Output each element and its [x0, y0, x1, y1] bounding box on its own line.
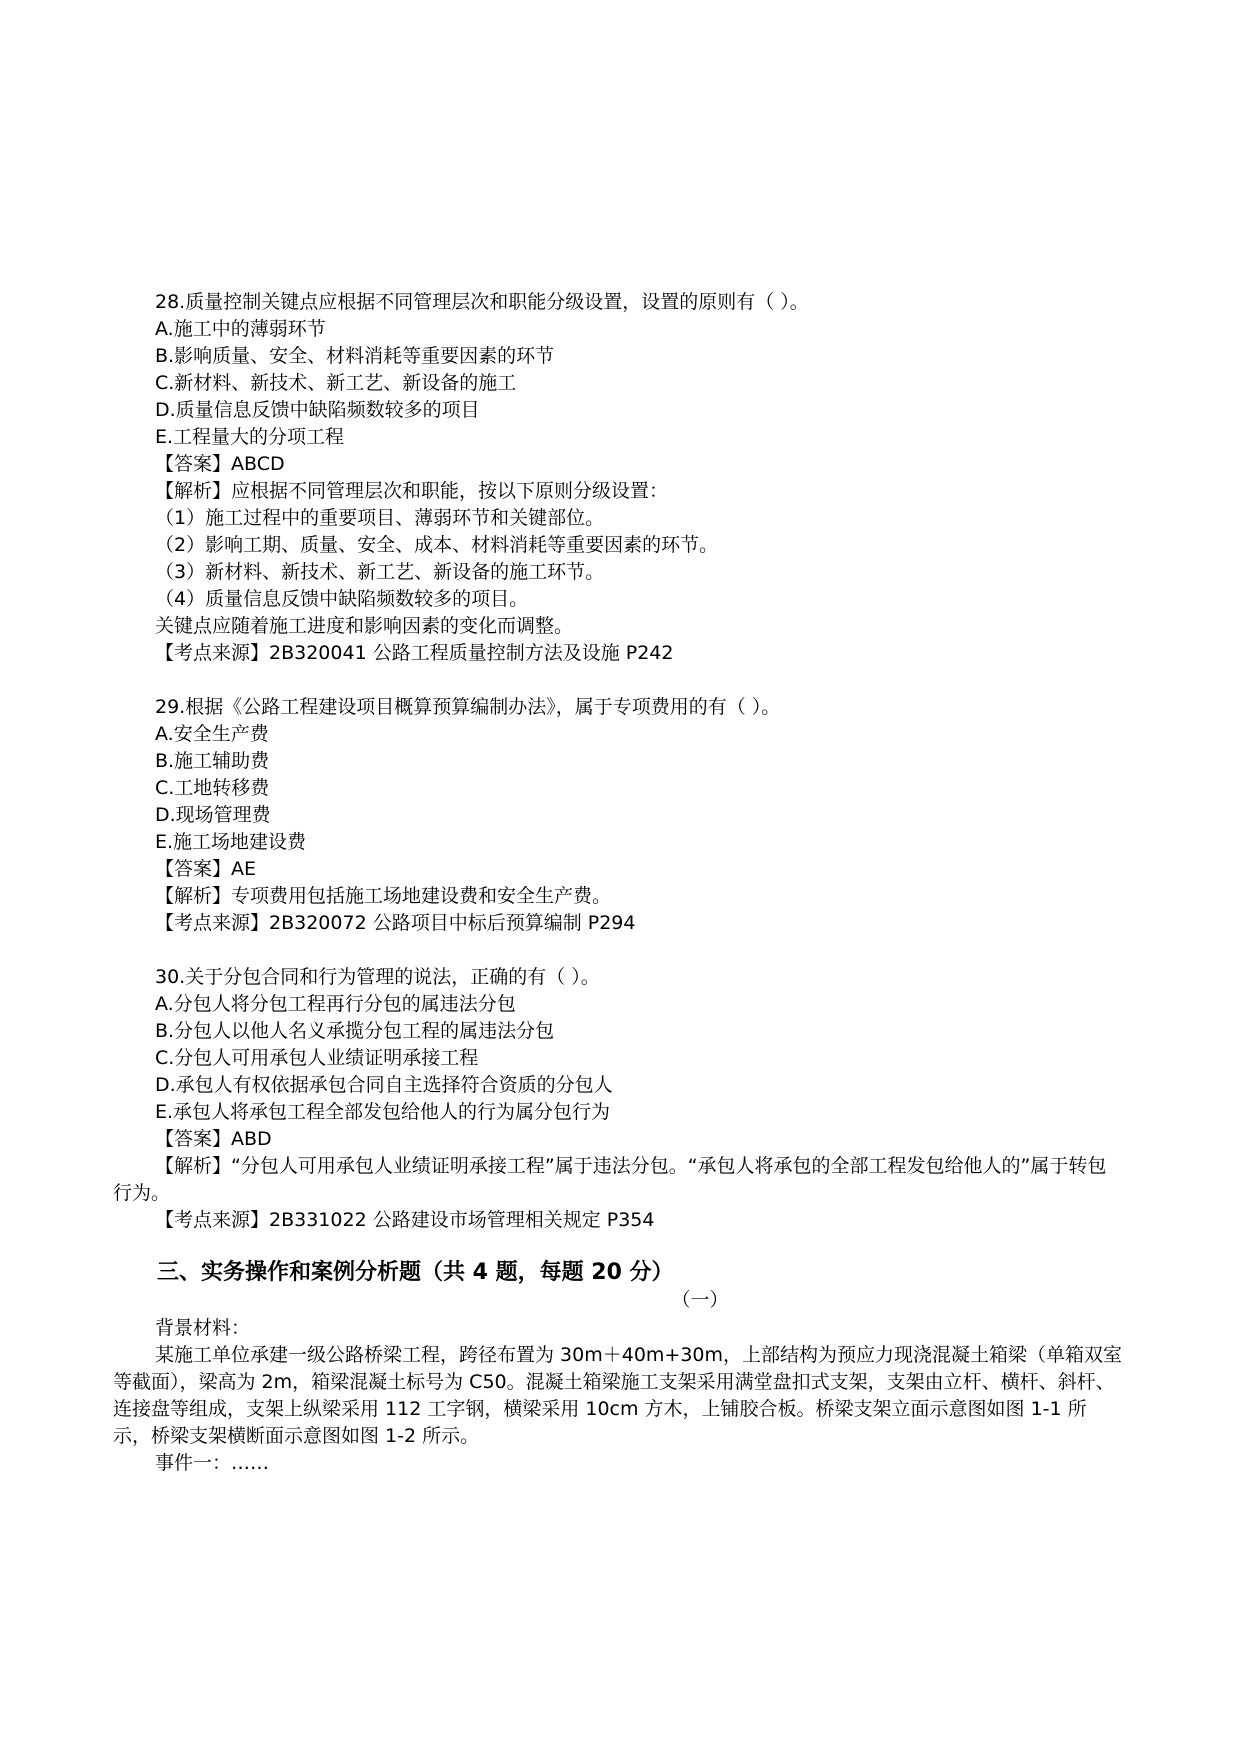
- background-label: 背景材料：: [155, 1317, 251, 1339]
- q28-option-d: D.质量信息反馈中缺陷频数较多的项目: [155, 399, 480, 421]
- q28-analysis-note: 关键点应随着施工进度和影响因素的变化而调整。: [155, 615, 574, 637]
- q28-analysis-2: （2）影响工期、质量、安全、成本、材料消耗等重要因素的环节。: [155, 534, 719, 556]
- q30-option-e: E.承包人将承包工程全部发包给他人的行为属分包行为: [155, 1101, 611, 1123]
- q30-option-d: D.承包人有权依据承包合同自主选择符合资质的分包人: [155, 1074, 613, 1096]
- q28-option-b: B.影响质量、安全、材料消耗等重要因素的环节: [155, 345, 555, 367]
- q29-option-a: A.安全生产费: [155, 723, 269, 745]
- q30-source: 【考点来源】2B331022 公路建设市场管理相关规定 P354: [155, 1209, 655, 1231]
- q28-answer: 【答案】ABCD: [155, 453, 285, 475]
- q29-stem: 29.根据《公路工程建设项目概算预算编制办法》，属于专项费用的有（ ）。: [155, 696, 781, 718]
- event-one: 事件一：……: [155, 1452, 270, 1474]
- case-number: （一）: [671, 1289, 729, 1311]
- q30-answer: 【答案】ABD: [155, 1128, 272, 1150]
- q29-option-b: B.施工辅助费: [155, 750, 270, 772]
- q29-analysis: 【解析】专项费用包括施工场地建设费和安全生产费。: [155, 885, 612, 907]
- q28-analysis-1: （1）施工过程中的重要项目、薄弱环节和关键部位。: [155, 507, 605, 529]
- q30-option-c: C.分包人可用承包人业绩证明承接工程: [155, 1047, 479, 1069]
- q28-analysis-intro: 【解析】应根据不同管理层次和职能，按以下原则分级设置：: [155, 480, 669, 502]
- q30-stem: 30.关于分包合同和行为管理的说法，正确的有（ ）。: [155, 966, 600, 988]
- q29-source: 【考点来源】2B320072 公路项目中标后预算编制 P294: [155, 912, 636, 934]
- q30-option-a: A.分包人将分包工程再行分包的属违法分包: [155, 993, 516, 1015]
- q28-option-e: E.工程量大的分项工程: [155, 426, 345, 448]
- q29-answer: 【答案】AE: [155, 858, 257, 880]
- section-heading: 三、实务操作和案例分析题（共 4 题，每题 20 分）: [157, 1260, 674, 1285]
- q28-stem: 28.质量控制关键点应根据不同管理层次和职能分级设置，设置的原则有（ ）。: [155, 291, 809, 313]
- q28-source: 【考点来源】2B320041 公路工程质量控制方法及设施 P242: [155, 642, 674, 664]
- q29-option-e: E.施工场地建设费: [155, 831, 307, 853]
- q28-analysis-3: （3）新材料、新技术、新工艺、新设备的施工环节。: [155, 561, 605, 583]
- q28-analysis-4: （4）质量信息反馈中缺陷频数较多的项目。: [155, 588, 529, 610]
- q28-option-a: A.施工中的薄弱环节: [155, 318, 326, 340]
- q29-option-c: C.工地转移费: [155, 777, 270, 799]
- q29-option-d: D.现场管理费: [155, 804, 271, 826]
- background-paragraph: 某施工单位承建一级公路桥梁工程，跨径布置为 30m＋40m+30m，上部结构为预应力现浇混凝土箱梁（单箱双室等截面），梁高为 2m，箱梁混凝土标号为 C50。混凝土箱梁施工支架采用满堂盘扣式支架，支架由立杆、横杆、斜杆、连接盘等组成，支架上纵梁采用 112 工字钢，横梁采用 10cm 方木，上铺胶合板。桥梁支架立面示意图如图 1-1 所示，桥梁支架横断面示意图如图 1-2 所示。: [113, 1344, 1123, 1447]
- q30-analysis: 【解析】“分包人可用承包人业绩证明承接工程”属于违法分包。“承包人将承包的全部工程发包给他人的”属于转包行为。: [113, 1155, 1107, 1204]
- q28-option-c: C.新材料、新技术、新工艺、新设备的施工: [155, 372, 517, 394]
- q30-option-b: B.分包人以他人名义承揽分包工程的属违法分包: [155, 1020, 555, 1042]
